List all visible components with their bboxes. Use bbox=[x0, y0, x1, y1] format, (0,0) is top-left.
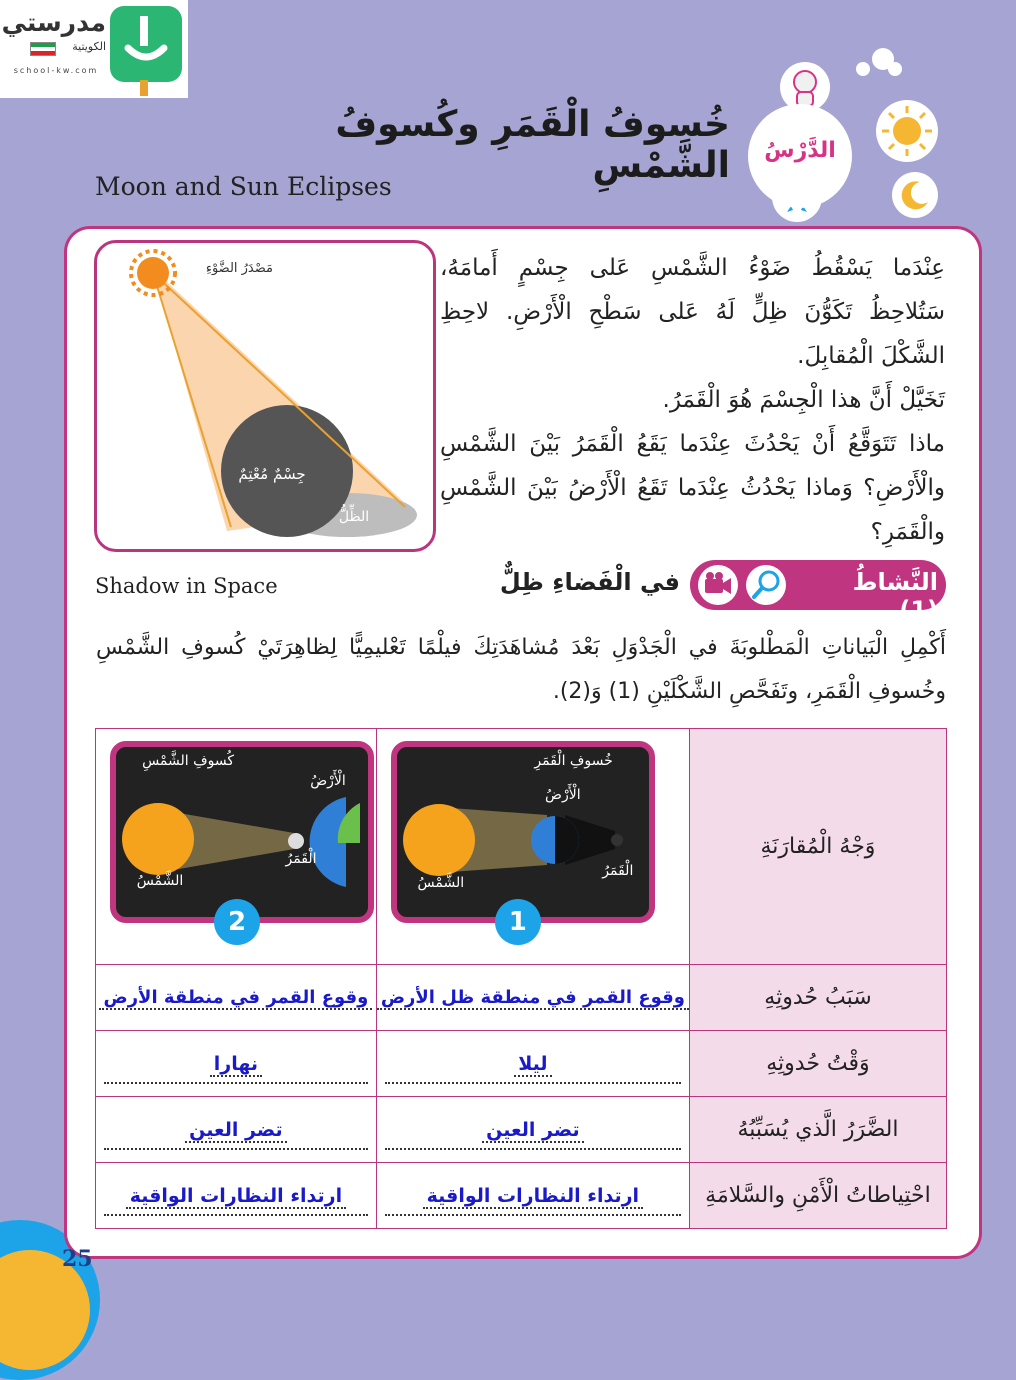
lunar-eclipse-caption: خُسوفِ الْقَمَرِ bbox=[534, 753, 613, 769]
page-subtitle: Moon and Sun Eclipses bbox=[95, 172, 392, 201]
logo-site: school-kw.com bbox=[13, 66, 99, 75]
solar-earth-label: الْأَرْضُ bbox=[310, 773, 346, 789]
decor-bubble bbox=[888, 62, 902, 76]
activity-instructions: أَكْمِلِ الْبَياناتِ الْمَطْلوبَةَ في الْجَدْوَلِ بَعْدَ مُشاهَدَتِكَ فيلْمًا تَعْليمِيًّا لِظاهِرَتَيْ كُسوفِ الشَّمْسِ وخُسوفِ الْقَمَرِ، وتَفَحَّصِ الشَّكْلَيْنِ (1) وَ(2). bbox=[96, 635, 946, 704]
solar-eclipse-figure bbox=[110, 741, 374, 923]
shadow-diagram bbox=[94, 240, 436, 552]
page-number: 25 bbox=[62, 1246, 93, 1272]
row-label-safety: احْتِياطاتُ الْأَمْنِ والسَّلامَةِ bbox=[705, 1183, 931, 1208]
row-label-cell bbox=[689, 965, 946, 1031]
solar-time-answer: نهارا bbox=[210, 1053, 262, 1077]
intro-paragraph-1: عِنْدَما يَسْقُطُ ضَوْءُ الشَّمْسِ عَلى جِسْمٍ أَمامَهُ، سَتُلاحِظُ تَكَوُّنَ ظِلٍّ لَهُ عَلى سَطْحِ الْأَرْضِ. لاحِظِ الشَّكْلَ الْمُقابِلَ. bbox=[440, 255, 945, 369]
answer-dotted-line bbox=[104, 1082, 368, 1084]
lunar-time-cell[interactable] bbox=[376, 1031, 689, 1097]
lunar-sun-label: الشَّمْسُ bbox=[417, 875, 465, 891]
solar-cause-answer: وقوع القمر في منطقة الأرض bbox=[99, 987, 372, 1010]
row-label-harm: الضَّرَرُ الَّذي يُسَبِّبُهُ bbox=[737, 1117, 899, 1142]
magnifier-icon bbox=[746, 565, 786, 605]
lesson-badge bbox=[748, 104, 852, 208]
table-row bbox=[96, 1031, 947, 1097]
lunar-safety-answer: ارتداء النظارات الواقية bbox=[423, 1185, 643, 1209]
answer-dotted-line bbox=[385, 1148, 681, 1150]
figure-1-number: 1 bbox=[495, 899, 541, 945]
comparison-label: وَجْهُ الْمُقارَنَةِ bbox=[760, 834, 876, 859]
row-label-time: وَقْتُ حُدوثِهِ bbox=[766, 1051, 870, 1076]
page-title: خُسوفُ الْقَمَرِ وكُسوفُ الشَّمْسِ bbox=[335, 104, 730, 186]
lunar-safety-cell[interactable] bbox=[376, 1163, 689, 1229]
comparison-label-cell bbox=[689, 729, 946, 965]
answer-dotted-line bbox=[385, 1214, 681, 1216]
solar-safety-cell[interactable] bbox=[96, 1163, 377, 1229]
solar-cause-cell[interactable] bbox=[96, 965, 377, 1031]
row-label-cell bbox=[689, 1097, 946, 1163]
solar-safety-answer: ارتداء النظارات الواقية bbox=[126, 1185, 346, 1209]
light-source-label: مَصْدَرُ الضَّوْءِ bbox=[205, 261, 273, 276]
activity-label: النَّشاطُ (1) bbox=[852, 568, 938, 624]
figure-2-cell bbox=[96, 729, 377, 965]
row-label-cell bbox=[689, 1031, 946, 1097]
lunar-harm-cell[interactable] bbox=[376, 1097, 689, 1163]
solar-eclipse-caption: كُسوفِ الشَّمْسِ bbox=[142, 753, 234, 769]
activity-title-en: Shadow in Space bbox=[95, 574, 278, 598]
solar-harm-answer: تضر العين bbox=[185, 1119, 287, 1143]
sun-icon bbox=[876, 100, 938, 162]
intro-paragraph-3: ماذا تَتَوَقَّعُ أَنْ يَحْدُثَ عِنْدَما يَقَعُ الْقَمَرُ بَيْنَ الشَّمْسِ والْأَرْضِ؟ وَماذا يَحْدُثُ عِنْدَما تَقَعُ الْأَرْضُ بَيْنَ الشَّمْسِ والْقَمَرِ؟ bbox=[440, 431, 945, 545]
answer-dotted-line bbox=[385, 1082, 681, 1084]
moon-icon bbox=[892, 172, 938, 218]
solar-harm-cell[interactable] bbox=[96, 1097, 377, 1163]
opaque-body-label: جِسْمٌ مُعْتِمٌ bbox=[238, 465, 306, 483]
table-header-row bbox=[96, 729, 947, 965]
logo-country: الكويتية bbox=[72, 40, 106, 53]
logo-stem bbox=[140, 80, 148, 96]
row-label-cause: سَبَبُ حُدوثِهِ bbox=[764, 985, 872, 1010]
intro-paragraph-2: تَخَيَّلْ أَنَّ هذا الْجِسْمَ هُوَ الْقَمَرُ. bbox=[662, 387, 945, 413]
lunar-moon-label: الْقَمَرُ bbox=[602, 863, 634, 879]
answer-dotted-line bbox=[104, 1214, 368, 1216]
activity-title: في الْفَضاءِ ظِلٌّ bbox=[499, 568, 680, 596]
table-row bbox=[96, 1163, 947, 1229]
lunar-time-answer: ليلا bbox=[514, 1053, 551, 1077]
lesson-badge-label: الدَّرْسُ bbox=[764, 138, 836, 163]
shadow-label: الظِّلُّ bbox=[338, 509, 370, 525]
comparison-table bbox=[95, 728, 947, 1229]
answer-dotted-line bbox=[104, 1148, 368, 1150]
site-logo bbox=[0, 0, 188, 98]
logo-mark bbox=[110, 6, 182, 82]
video-camera-icon bbox=[698, 565, 738, 605]
lunar-cause-answer: وقوع القمر في منطقة ظل الأرض bbox=[377, 987, 689, 1010]
lunar-harm-answer: تضر العين bbox=[482, 1119, 584, 1143]
lunar-eclipse-figure bbox=[391, 741, 655, 923]
table-row bbox=[96, 965, 947, 1031]
figure-2-number: 2 bbox=[214, 899, 260, 945]
intro-text bbox=[440, 246, 945, 554]
table-row bbox=[96, 1097, 947, 1163]
figure-1-cell bbox=[376, 729, 689, 965]
solar-time-cell[interactable] bbox=[96, 1031, 377, 1097]
decor-bubble bbox=[856, 62, 870, 76]
solar-moon-label: الْقَمَرُ bbox=[285, 851, 317, 867]
sun-shape bbox=[131, 251, 175, 295]
lunar-earth-label: الْأَرْضُ bbox=[545, 787, 581, 803]
row-label-cell bbox=[689, 1163, 946, 1229]
logo-brand: مدرستي bbox=[1, 8, 106, 37]
solar-sun-label: الشَّمْسُ bbox=[136, 873, 184, 889]
lunar-cause-cell[interactable] bbox=[376, 965, 689, 1031]
